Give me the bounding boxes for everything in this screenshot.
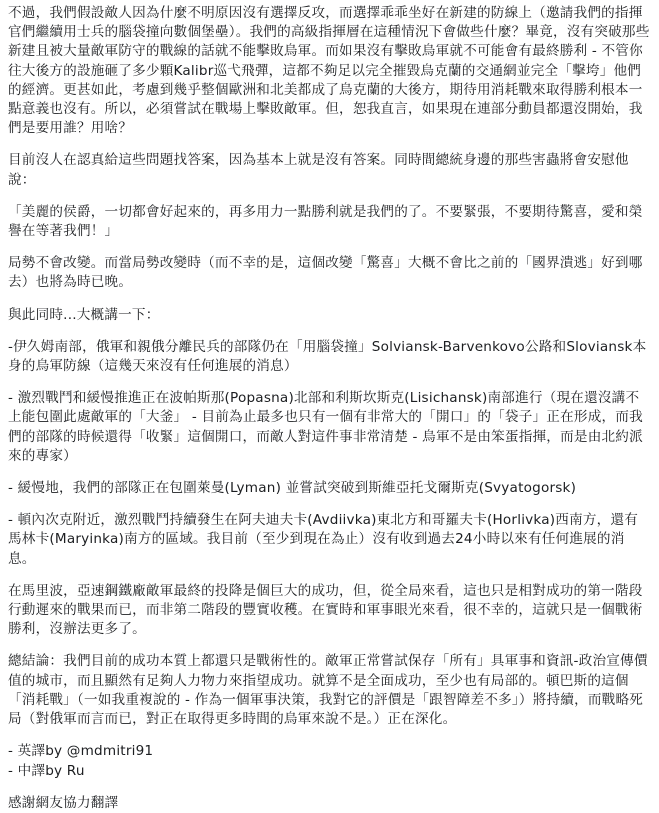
post-bullet-donetsk: - 頓內次克附近，激烈戰鬥持續發生在阿夫迪夫卡(Avdiivka)東北方和哥羅夫卡(Horlivka)西南方，還有馬林卡(Maryinka)南方的區域。我目前（至少到現在為止）沒有收到過去24小時以來有任何進展的消息。 <box>8 512 639 567</box>
post-paragraph-1: 不過，我們假設敵人因為什麼不明原因沒有選擇反攻，而選擇乖乖坐好在新建的防線上（邀請我們的指揮官們繼續用士兵的腦袋撞向數個堡壘）。我們的高級指揮層在這種情況下會做些什麼？畢竟，沒有突破那些新建且被大量敵軍防守的戰線的話就不能擊敗烏軍。而如果沒有擊敗烏軍就不可能會有最終勝利 - 不管你往大後方的設施砸了多少顆Kalibr巡弋飛彈，這都不夠足以完全摧毀烏克蘭的交通網並完全「擊垮」他們的經濟。更甚如此，考慮到幾乎整個歐洲和北美都成了烏克蘭的大後方，期待用消耗戰來取得勝利根本一點意義也沒有。所以，必須嘗試在戰場上擊敗敵軍。但，恕我直言，如果現在連部分動員都還沒開始，我們是要用誰？用啥？ <box>8 5 650 137</box>
post-paragraph-conclusion: 總結論：我們目前的成功本質上都還只是戰術性的。敵軍正常嘗試保存「所有」具軍事和資訊-政治宣傳價值的城市，而且顯然有足夠人力物力來指望成功。就算不是全面成功，至少也有局部的。頓巴斯的這個「消耗戰」（一如我重複說的 - 作為一個軍事決策，我對它的評價是「跟智障差不多」）將持續，而戰略死局（對俄軍而言而已，對正在取得更多時間的烏軍來說不是。）正在深化。 <box>8 653 648 728</box>
post-paragraph-2: 目前沒人在認真給這些問題找答案，因為基本上就是沒有答案。同時間總統身邊的那些害蟲將會安慰他說： <box>8 152 629 188</box>
post-paragraph-5: 與此同時...大概講一下： <box>8 306 160 323</box>
translator-credits <box>8 742 651 780</box>
post-bullet-izium: -伊久姆南部，俄軍和親俄分離民兵的部隊仍在「用腦袋撞」Solviansk-Barvenkovo公路和Sloviansk本身的烏軍防線（這幾天來沒有任何進展的消息） <box>8 338 647 375</box>
thanks-line: 感謝網友協力翻譯 <box>8 794 119 811</box>
post-paragraph-4: 局勢不會改變。而當局勢改變時（而不幸的是，這個改變「驚喜」大概不會比之前的「國界潰逃」好到哪去）也將為時已晚。 <box>8 255 643 291</box>
credit-english-translator: - 英譯by @mdmitri91 <box>8 743 154 760</box>
post-paragraph-mariupol: 在馬里波，亞速鋼鐵廠敵軍最終的投降是個巨大的成功，但，從全局來看，這也只是相對成功的第一階段行動遲來的戰果而已，而非第二階段的豐實收穫。在實時和軍事眼光來看，很不幸的，這就只是一個戰術勝利，沒辦法更多了。 <box>8 582 643 638</box>
post-bullet-popasna: - 激烈戰鬥和緩慢推進正在波帕斯那(Popasna)北部和利斯坎斯克(Lisichansk)南部進行（現在還沒講不上能包圍此處敵軍的「大釜」 - 目前為止最多也只有一個有非常大的「開口」的「袋子」正在形成，而我們的部隊的時候還得「收緊」這個開口，而敵人對這件事非常清楚 - 烏軍不是由笨蛋指揮，而是由北約派來的專家） <box>8 390 643 464</box>
post-bullet-lyman: - 緩慢地，我們的部隊正在包圍萊曼(Lyman) 並嘗試突破到斯維亞托戈爾斯克(Svyatogorsk) <box>8 480 577 497</box>
credit-chinese-translator: - 中譯by Ru <box>8 762 85 779</box>
post-quote: 「美麗的侯爵，一切都會好起來的，再多用力一點勝利就是我們的了。不要緊張，不要期待驚喜，愛和榮譽在等著我們！」 <box>8 203 643 240</box>
